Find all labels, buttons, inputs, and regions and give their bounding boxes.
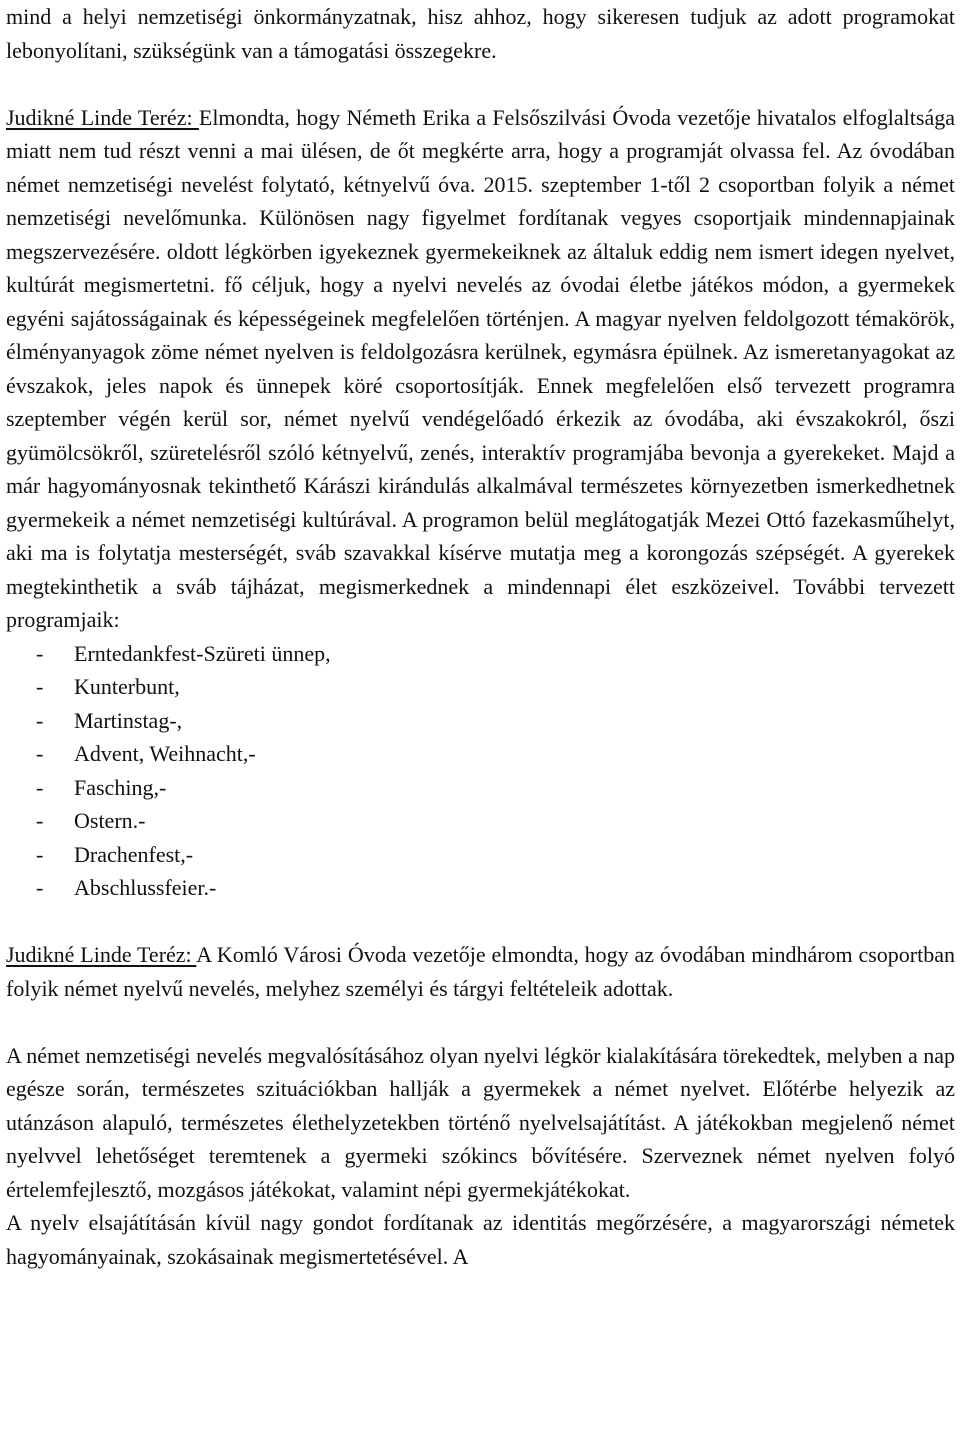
paragraph-identitas: A nyelv elsajátításán kívül nagy gondot fordítanak az identitás megőrzésére, a magyarországi németek hagyományainak, szokásainak megismertetésével. A bbox=[6, 1210, 955, 1269]
list-item-text: Erntedankfest-Szüreti ünnep, bbox=[74, 640, 331, 666]
paragraph-text: Elmondta, hogy Németh Erika a Felsőszilvási Óvoda vezetője hivatalos elfoglaltsága miatt nem tud részt venni a mai ülésen, de őt megkérte arra, hogy a programját olvassa fel. Az óvodában német nemzetiségi nevelést folytató, kétnyelvű óva. 2015. szeptember 1-től 2 csoportban folyik a német nemzetiségi nevelőmunka. Különösen nagy figyelmet fordítanak vegyes csoportjaik mindennapjainak megszervezésére. oldott légkörben igyekeznek gyermekeiknek az általuk eddig nem ismert idegen nyelvet, kultúrát megismertetni. fő céljuk, hogy a nyelvi nevelés az óvodai életbe játékos módon, a gyermekek egyéni sajátosságainak és képességeinek megfelelően történjen. A magyar nyelven feldolgozott témakörök, élményanyagok zöme német nyelven is feldolgozásra kerülnek, egymásra épülnek. Az ismeretanyagokat az évszakok, jeles napok és ünnepek köré csoportosítják. Ennek megfelelően első tervezett programra szeptember végén kerül sor, német nyelvű vendégelőadó érkezik az óvodába, aki évszakokról, őszi gyümölcsökről, szüretelésről szóló kétnyelvű, zenés, interaktív programjába bevonja a gyerekeket. Majd a már hagyományosnak tekinthető Kárászi kirándulás alkalmával természetes környezetben ismerkedhetnek gyermekeik a német nemzetiségi kultúrával. A programon belül meglátogatják Mezei Ottó fazekasműhelyt, aki ma is folytatja mesterségét, sváb szavakkal kísérve mutatja meg a korongozás szépségét. A gyerekek megtekinthetik a sváb tájházat, megismerkednek a mindennapi élet eszközeivel. További tervezett programjaik: bbox=[6, 104, 955, 632]
list-item-text: Kunterbunt, bbox=[74, 674, 180, 699]
list-item bbox=[6, 804, 955, 838]
list-item-text: Martinstag-, bbox=[74, 707, 183, 733]
paragraph-komlo-ovoda bbox=[6, 938, 955, 1005]
list-item-text: Drachenfest,- bbox=[74, 841, 194, 867]
list-dash: - bbox=[36, 875, 44, 900]
list-dash: - bbox=[36, 741, 44, 766]
list-item bbox=[6, 637, 955, 671]
list-item bbox=[6, 771, 955, 805]
list-item bbox=[6, 871, 955, 905]
list-item bbox=[6, 670, 955, 704]
list-dash: - bbox=[36, 808, 44, 833]
list-item-text: Abschlussfeier.- bbox=[74, 875, 217, 900]
list-item-text: Advent, Weihnacht,- bbox=[74, 741, 256, 766]
program-list bbox=[6, 637, 955, 905]
paragraph-felsoszilvasi-program bbox=[6, 101, 955, 637]
list-item-text: Fasching,- bbox=[74, 774, 167, 800]
paragraph-spacer bbox=[6, 1005, 955, 1039]
list-dash: - bbox=[36, 841, 44, 867]
paragraph-nevelés-leírás: A német nemzetiségi nevelés megvalósításához olyan nyelvi légkör kialakítására törekedtek, melyben a nap egésze során, természetes szituációkban hallják a gyermekek a német nyelvet. Előtérbe helyezik az utánzáson alapuló, természetes élethelyzetekben történő nyelvelsajátítást. A játékokban megjelenő német nyelvvel lehetőséget teremtenek a gyermeki szókincs bővítésére. Szerveznek német nyelven folyó értelemfejlesztő, mozgásos játékokat, valamint népi gyermekjátékokat. bbox=[6, 1042, 955, 1202]
document-page bbox=[6, 0, 955, 1273]
speaker-name: Judikné Linde Teréz: bbox=[6, 104, 199, 130]
list-dash: - bbox=[36, 640, 44, 666]
list-item-text: Ostern.- bbox=[74, 808, 146, 833]
list-dash: - bbox=[36, 774, 44, 800]
list-dash: - bbox=[36, 707, 44, 733]
paragraph-spacer bbox=[6, 67, 955, 101]
list-item bbox=[6, 737, 955, 771]
speaker-name: Judikné Linde Teréz: bbox=[6, 942, 197, 967]
list-item bbox=[6, 704, 955, 738]
paragraph-spacer bbox=[6, 905, 955, 939]
list-dash: - bbox=[36, 674, 44, 699]
paragraph-intro: mind a helyi nemzetiségi önkormányzatnak, hisz ahhoz, hogy sikeresen tudjuk az adott programokat lebonyolítani, szükségünk van a támogatási összegekre. bbox=[6, 4, 955, 63]
list-item bbox=[6, 838, 955, 872]
paragraph-text: A Komló Városi Óvoda vezetője elmondta, hogy az óvodában mindhárom csoportban folyik német nyelvű nevelés, melyhez személyi és tárgyi feltételeik adottak. bbox=[6, 942, 956, 1001]
